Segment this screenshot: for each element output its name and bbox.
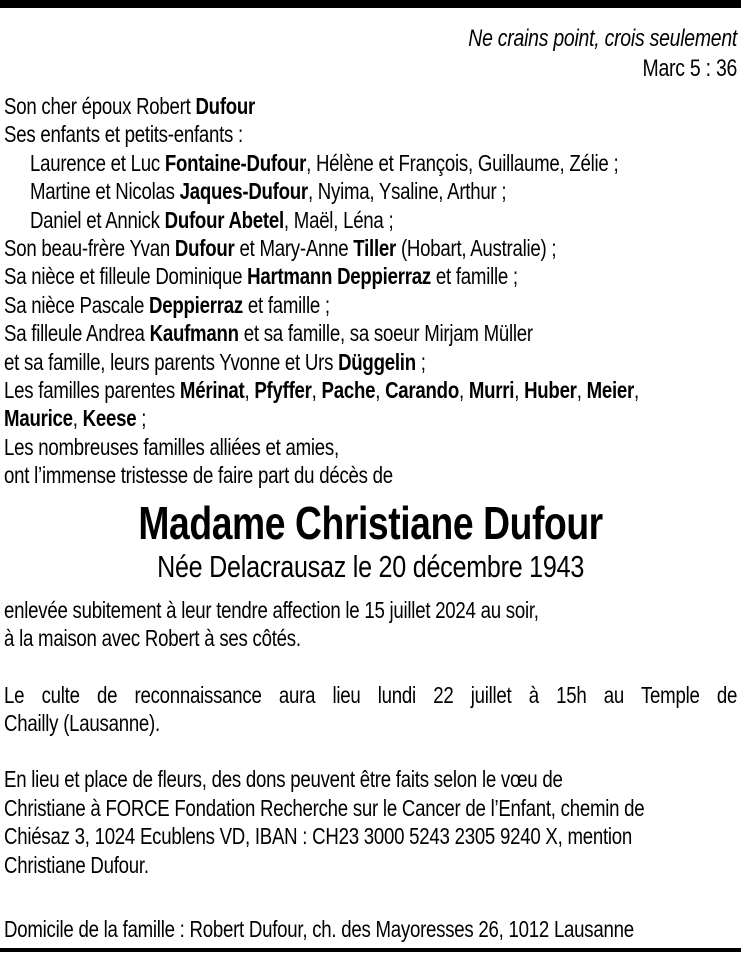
family-text: , [72,405,83,432]
family-text: et sa famille, leurs parents Yvonne et Urs [4,348,339,375]
family-surname: Düggelin [338,348,416,375]
family-line [4,404,737,432]
family-text: Sa nièce Pascale [4,291,150,318]
family-text: , Maël, Léna ; [283,206,394,233]
family-line [4,149,737,177]
family-text: , [458,377,469,404]
family-surname: Pfyffer [254,377,312,404]
family-text: , Hélène et François, Guillaume, Zélie ; [306,149,619,176]
family-line [4,206,737,234]
paragraph-line: Le culte de reconnaissance aura lieu lundi 22 juillet à 15h au Temple de [4,681,738,708]
deceased-name-title: Madame Christiane Dufour [138,496,603,549]
family-text: , [244,377,255,404]
family-text: ; [136,405,147,432]
family-surname: Tiller [353,235,397,262]
paragraph-line: Christiane à FORCE Fondation Recherche sur le Cancer de l’Enfant, chemin de [4,794,645,821]
epigraph-quote: Ne crains point, crois seulement [468,25,738,52]
family-text: Sa filleule Andrea [4,320,150,347]
family-surname: Mérinat [179,377,245,404]
family-line [4,177,737,205]
family-line [4,120,737,148]
paragraph-line: à la maison avec Robert à ses côtés. [4,625,301,652]
family-announcement-lines [4,92,737,490]
paragraph-line: En lieu et place de fleurs, des dons peuvent être faits selon le vœu de [4,766,563,793]
family-text: et Mary-Anne [234,235,354,262]
family-text: Les nombreuses familles alliées et amies, [4,433,339,460]
family-text: Son cher époux Robert [4,93,196,119]
family-surname: Meier [586,377,635,404]
family-text: Son beau-frère Yvan [4,235,175,262]
family-surname: Carando [385,377,459,404]
paragraph [4,915,737,943]
family-text: , [634,377,639,404]
family-line [4,92,737,120]
notice-content [0,8,741,943]
family-text: Ses enfants et petits-enfants : [4,121,243,148]
family-surname: Deppierraz [149,291,243,318]
top-rule [0,0,741,8]
family-surname: Pache [321,377,376,404]
family-line [4,376,737,404]
paragraph-line: Christiane Dufour. [4,851,149,878]
epigraph-reference: Marc 5 : 36 [642,55,738,82]
family-text: , [514,377,525,404]
family-text: Laurence et Luc [29,149,165,176]
birth-name-subtitle: Née Delacrausaz le 20 décembre 1943 [157,548,585,584]
family-surname: Hartmann Deppierraz [247,263,431,290]
family-line [4,262,737,290]
family-text: Sa nièce et filleule Dominique [4,263,248,290]
family-surname: Dufour Abetel [164,206,284,233]
epigraph [4,24,737,84]
family-line [4,234,737,262]
family-line [4,433,737,461]
family-surname: Fontaine-Dufour [164,149,307,176]
paragraph-line: Domicile de la famille : Robert Dufour, ch. des Mayoresses 26, 1012 Lausanne [4,915,634,942]
family-text: et famille ; [242,291,330,318]
family-line [4,319,737,347]
family-surname: Dufour [195,93,256,119]
family-text: , [576,377,587,404]
family-text: Daniel et Annick [29,206,165,233]
family-line [4,291,737,319]
family-surname: Murri [468,377,515,404]
family-text: , Nyima, Ysaline, Arthur ; [307,178,507,205]
family-surname: Huber [524,377,577,404]
family-line [4,348,737,376]
paragraph [4,765,737,879]
family-text: , [375,377,386,404]
family-surname: Dufour [174,235,235,262]
family-text: (Hobart, Australie) ; [396,235,557,262]
family-surname: Keese [82,405,137,432]
paragraph-line: Chiésaz 3, 1024 Ecublens VD, IBAN : CH23 3000 5243 2305 9240 X, mention [4,823,633,850]
notice-paragraphs [4,596,737,944]
paragraph [4,596,737,653]
paragraph-line: enlevée subitement à leur tendre affection le 15 juillet 2024 au soir, [4,596,539,623]
family-text: ; [415,348,426,375]
family-text: ont l’immense tristesse de faire part du décès de [4,462,393,489]
family-line [4,461,737,489]
paragraph-line: Chailly (Lausanne). [4,709,160,736]
family-text: et famille ; [430,263,518,290]
paragraph [4,681,737,738]
family-text: , [311,377,322,404]
bottom-rule [0,948,741,952]
family-text: et sa famille, sa soeur Mirjam Müller [238,320,533,347]
family-surname: Kaufmann [149,320,239,347]
family-surname: Jaques-Dufour [179,178,308,205]
family-text: Les familles parentes [4,377,180,404]
family-surname: Maurice [4,405,73,432]
family-text: Martine et Nicolas [29,178,180,205]
